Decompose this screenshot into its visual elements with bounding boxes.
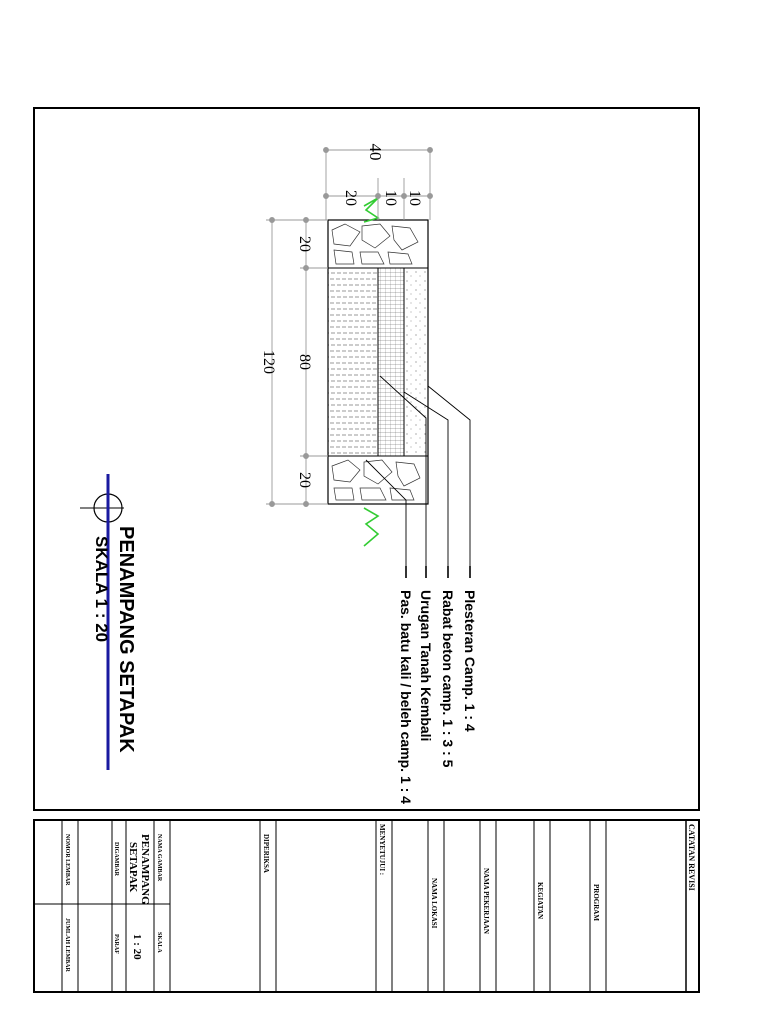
tb-nomor-lembar: NOMOR LEMBAR [64,834,70,886]
plaster-layer [404,268,428,456]
dim-layer-plaster: 10 [406,190,423,206]
tb-program: PROGRAM [592,884,600,921]
tb-nama-pekerjaan: NAMA PEKERJAAN [482,868,490,934]
tb-diperiksa: DIPERIKSA [262,834,270,873]
tb-menyetujui: MENYETUJUI : [378,824,386,876]
tb-nama-gambar-value-2: SETAPAK [127,842,139,893]
tb-nama-gambar-value-1: PENAMPANG [139,834,151,905]
drawing-title: PENAMPANG SETAPAK [115,526,137,753]
stone-masonry-top [328,220,428,268]
tb-jumlah-lembar: JUMLAH LEMBAR [64,918,70,972]
annotation-stone: Pas. batu kali / beleh camp. 1 : 4 [398,590,414,804]
dim-total-width: 120 [260,350,277,374]
tb-catatan-revisi: CATATAN REVISI [687,824,696,891]
dim-segment-bottom: 20 [296,472,313,488]
leader-plaster [428,386,470,572]
drawing-scale: SKALA 1 : 20 [92,536,111,643]
dim-segment-middle: 80 [296,354,313,370]
annotation-plaster: Plesteran Camp. 1 : 4 [462,590,478,732]
ground-marker-top [364,198,378,222]
tb-skala-label: SKALA [156,932,162,953]
dim-total-depth: 40 [366,143,385,161]
tb-skala-value: 1 : 20 [131,934,143,960]
annotation-concrete: Rabat beton camp. 1 : 3 : 5 [440,590,456,768]
section-drawing [328,198,470,578]
dim-segment-top: 20 [296,236,313,252]
annotation-backfill: Urugan Tanah Kembali [418,590,434,742]
tb-nama-lokasi: NAMA LOKASI [430,878,438,929]
drawing-title-block [80,474,137,770]
dim-layer-concrete: 10 [382,190,399,206]
ground-marker-bottom [364,508,378,546]
tb-paraf: PARAF [113,934,119,954]
dim-layer-soil: 20 [342,190,359,206]
backfill-soil [328,268,378,456]
concrete-slab [378,268,404,456]
tb-digambar: DIGAMBAR [113,842,119,876]
tb-kegiatan: KEGIATAN [536,882,544,920]
tb-nama-gambar-label: NAMA GAMBAR [156,834,162,882]
